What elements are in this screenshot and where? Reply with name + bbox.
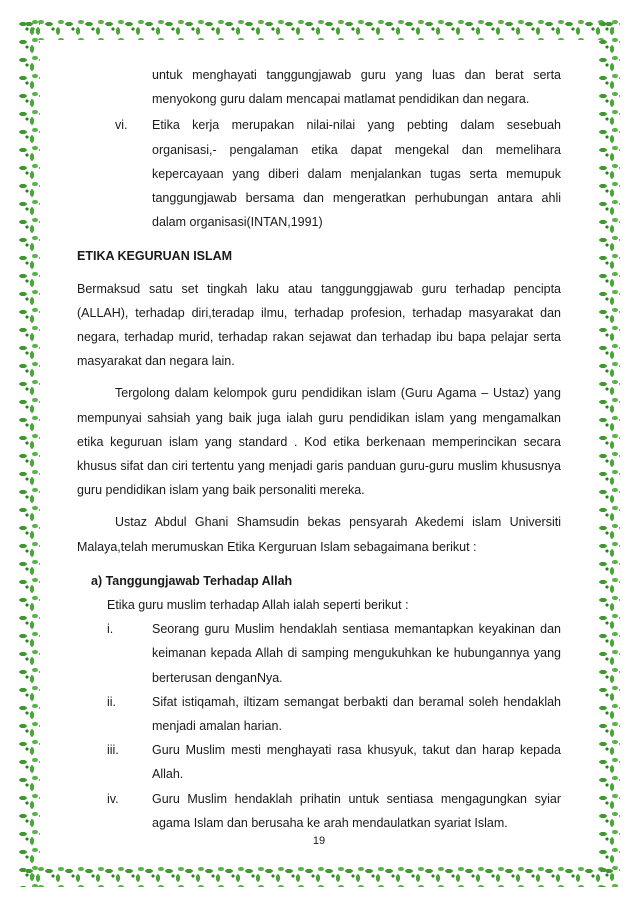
page-number: 19 — [312, 835, 326, 847]
list-item-number: iii. — [107, 743, 119, 758]
paragraph-guru-agama: Tergolong dalam kelompok guru pendidikan islam (Guru Agama – Ustaz) yang mempunyai sahsiah yang baik juga ialah guru pendidikan islam yang mengamalkan etika keguruan islam yang standard . Kod etika berkenaan memperincikan secara khusus sifat dan ciri tertentu yang menjadi garis panduan guru-guru muslim khususnya guru pendidikan islam yang baik personaliti mereka. — [77, 386, 561, 498]
list-item-number: ii. — [107, 694, 117, 709]
list-item — [107, 617, 561, 690]
continuation-text: untuk menghayati tanggungjawab guru yang luas dan berat serta menyokong guru dalam mencapai matlamat pendidikan dan negara. — [152, 68, 561, 107]
section-heading: ETIKA KEGURUAN ISLAM — [77, 249, 233, 264]
list-item-text: Guru Muslim hendaklah prihatin untuk sentiasa mengagungkan syiar agama Islam dan berusaha ke arah mendaulatkan syariat Islam. — [152, 791, 561, 830]
decorative-border-bottom — [24, 865, 614, 887]
decorative-border-top — [24, 18, 614, 40]
subsection-title: a) Tanggungjawab Terhadap Allah — [91, 573, 293, 588]
vine-border-icon — [24, 865, 614, 887]
list-item-number: iv. — [107, 791, 119, 806]
paragraph-definition: Bermaksud satu set tingkah laku atau tanggunggjawab guru terhadap pencipta (ALLAH), terhadap diri,teradap ilmu, terhadap profesion, terhadap masyarakat dan negara, terhadap murid, terhadap rakan sejawat dan terhadap ibu bapa pelajar serta masyarakat dan negara lain. — [77, 281, 561, 369]
vine-border-icon — [18, 18, 40, 887]
list-item — [107, 690, 561, 738]
list-item-text: Etika kerja merupakan nilai-nilai yang pebting dalam sesebuah organisasi,- pengalaman etika dapat mengekal dan memelihara kepercayaan yang diberi dalam menjalankan tugas serta memupuk tanggungjawab bersama dan mengeratkan perhubungan antara ahli dalam organisasi(INTAN,1991) — [152, 118, 561, 230]
list-item-vi — [77, 113, 561, 234]
vine-border-icon — [598, 18, 620, 887]
vine-border-icon — [24, 18, 614, 40]
subsection-intro: Etika guru muslim terhadap Allah ialah seperti berikut : — [107, 598, 409, 613]
decorative-border-right — [598, 18, 620, 887]
paragraph-ustaz: Ustaz Abdul Ghani Shamsudin bekas pensyarah Akedemi islam Universiti Malaya,telah merumuskan Etika Kerguruan Islam sebagaimana berikut : — [77, 515, 561, 554]
list-item — [107, 787, 561, 835]
decorative-border-left — [18, 18, 40, 887]
list-item — [107, 738, 561, 786]
list-item-text: Sifat istiqamah, iltizam semangat berbakti dan beramal soleh hendaklah menjadi amalan harian. — [152, 694, 561, 734]
list-item-number: i. — [107, 622, 114, 637]
subsection-body — [107, 593, 561, 835]
list-item-number: vi. — [115, 118, 128, 133]
list-item-text: Seorang guru Muslim hendaklah sentiasa memantapkan keyakinan dan keimanan kepada Allah di samping mengukuhkan ke hubungannya yang berterusan denganNya. — [152, 622, 561, 685]
list-item-text: Guru Muslim mesti menghayati rasa khusyuk, takut dan harap kepada Allah. — [152, 743, 561, 782]
page-content — [77, 63, 561, 835]
